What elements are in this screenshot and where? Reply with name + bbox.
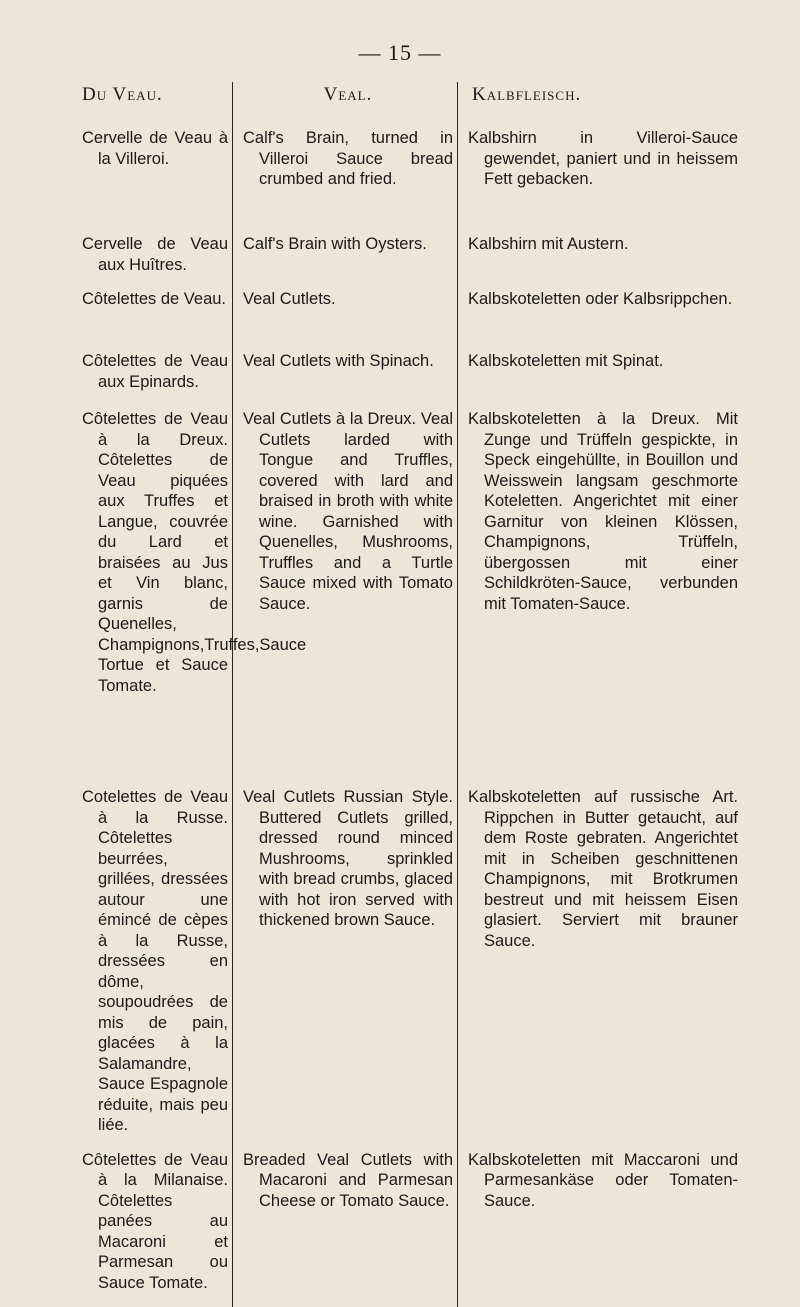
entry-english: Veal Cutlets Russian Style. Buttered Cutlets grilled, dressed round minced Mushrooms, sprinkled with bread crumbs, glaced with hot iron served with thickened brown Sauce. xyxy=(232,787,457,1150)
menu-entry xyxy=(82,234,742,289)
entry-german: Kalbskoteletten mit Maccaroni und Parmesankäse oder Tomaten-Sauce. xyxy=(457,1150,742,1307)
entry-english: Calf's Brain with Oysters. xyxy=(232,234,457,289)
entry-french: Côtelettes de Veau à la Dreux. Côtelettes de Veau piquées aux Truffes et Langue, couvrée du Lard et braisées au Jus et Vin blanc, garnis de Quenelles, Champignons,Truffes,Sauce Tortue et Sauce Tomate. xyxy=(82,409,232,787)
menu-entry xyxy=(82,351,742,409)
entry-english: Veal Cutlets à la Dreux. Veal Cutlets larded with Tongue and Truffles, covered with lard and braised in broth with white wine. Garnished with Quenelles, Mushrooms, Truffles and a Turtle Sauce mixed with Tomato Sauce. xyxy=(232,409,457,787)
entry-german: Kalbskoteletten à la Dreux. Mit Zunge und Trüffeln gespickte, in Speck eingehüllte, in Bouillon und Weisswein langsam geschmorte Koteletten. Angerichtet mit einer Garnitur von kleinen Klössen, Champignons, Trüffeln, übergossen mit einer Schildkröten-Sauce, verbunden mit Tomaten-Sauce. xyxy=(457,409,742,787)
entry-english: Calf's Brain, turned in Villeroi Sauce bread crumbed and fried. xyxy=(232,128,457,234)
entry-french: Cotelettes de Veau à la Russe. Côtelettes beurrées, grillées, dressées autour une émincé de cèpes à la Russe, dressées en dôme, soupoudrées de mis de pain, glacées à la Salamandre, Sauce Espagnole réduite, mais peu liée. xyxy=(82,787,232,1150)
menu-entry xyxy=(82,409,742,787)
menu-entry xyxy=(82,289,742,351)
entry-french: Cervelle de Veau aux Huîtres. xyxy=(82,234,232,289)
menu-entry xyxy=(82,128,742,234)
menu-entry xyxy=(82,1150,742,1307)
entry-french: Côtelettes de Veau à la Milanaise. Côtelettes panées au Macaroni et Parmesan ou Sauce Tomate. xyxy=(82,1150,232,1307)
header-english: Veal. xyxy=(232,82,457,128)
entry-french: Côtelettes de Veau. xyxy=(82,289,232,351)
entry-german: Kalbshirn in Villeroi-Sauce gewendet, paniert und in heissem Fett gebacken. xyxy=(457,128,742,234)
entry-french: Côtelettes de Veau aux Epinards. xyxy=(82,351,232,409)
menu-table xyxy=(82,82,742,1307)
entry-english: Breaded Veal Cutlets with Macaroni and Parmesan Cheese or Tomato Sauce. xyxy=(232,1150,457,1307)
entry-german: Kalbshirn mit Austern. xyxy=(457,234,742,289)
header-german: Kalbfleisch. xyxy=(457,82,742,128)
entry-french: Cervelle de Veau à la Villeroi. xyxy=(82,128,232,234)
entry-german: Kalbskoteletten oder Kalbsrippchen. xyxy=(457,289,742,351)
header-french: Du Veau. xyxy=(82,82,232,128)
entry-english: Veal Cutlets. xyxy=(232,289,457,351)
entry-english: Veal Cutlets with Spinach. xyxy=(232,351,457,409)
column-headers xyxy=(82,82,742,128)
entry-german: Kalbskoteletten mit Spinat. xyxy=(457,351,742,409)
page-number: — 15 — xyxy=(0,40,800,66)
menu-entry xyxy=(82,787,742,1150)
entry-german: Kalbskoteletten auf russische Art. Rippchen in Butter getaucht, auf dem Roste gebraten. Angerichtet mit in Scheiben geschnittenen Champignons, mit Brotkrumen bestreut und mit heissem Eisen glasiert. Serviert mit brauner Sauce. xyxy=(457,787,742,1150)
